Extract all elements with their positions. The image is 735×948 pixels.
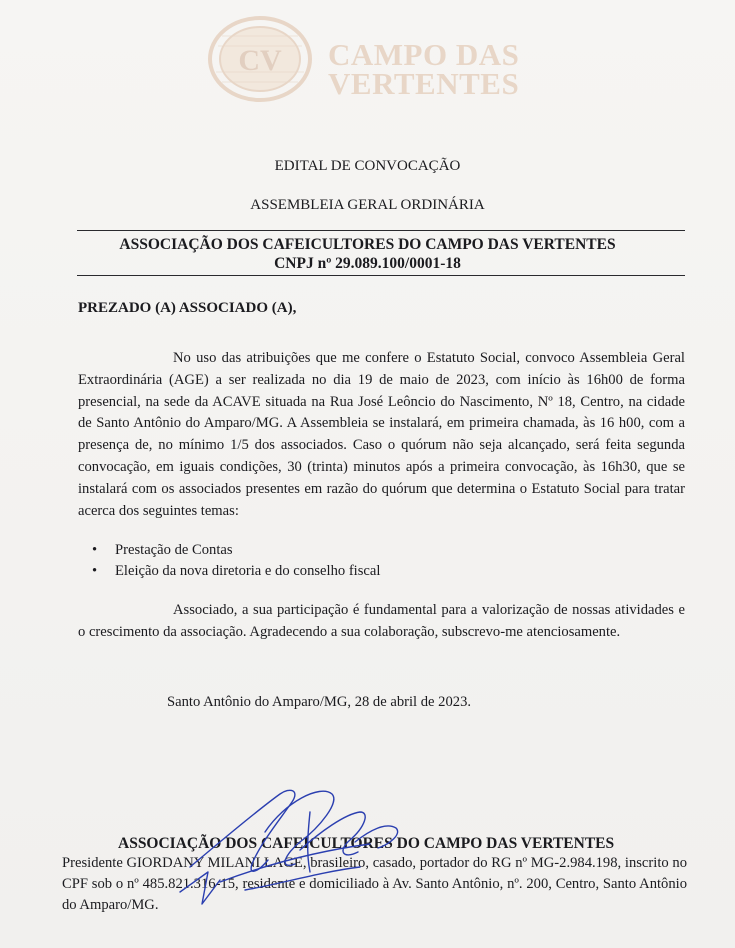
agenda-list xyxy=(92,540,380,582)
bottom-divider xyxy=(77,275,685,276)
edital-title: EDITAL DE CONVOCAÇÃO xyxy=(274,158,461,174)
salutation: PREZADO (A) ASSOCIADO (A), xyxy=(78,300,297,316)
association-name: ASSOCIAÇÃO DOS CAFEICULTORES DO CAMPO DAS VERTENTES xyxy=(119,236,616,253)
signer-details: Presidente GIORDANY MILANI LAGE, brasileiro, casado, portador do RG nº MG-2.984.198, inscrito no CPF sob o nº 485.821.316-15, residente e domiciliado à Av. Santo Antônio, nº. 200, Centro, Santo Antônio do Amparo/MG. xyxy=(62,855,687,913)
closing-paragraph: Associado, a sua participação é fundamental para a valorização de nossas atividades e o crescimento da associação. Agradecendo a sua colaboração, subscrevo-me atenciosamente. xyxy=(78,602,685,640)
convocation-paragraph: No uso das atribuições que me confere o Estatuto Social, convoco Assembleia Geral Extraordinária (AGE) a ser realizada no dia 19 de maio de 2023, com início às 16h00 de forma presencial, na sede da ACAVE situada na Rua José Leôncio do Nascimento, Nº 18, Centro, na cidade de Santo Antônio do Amparo/MG. A Assembleia se instalará, em primeira chamada, às 16 h00, com a presença de, no mínimo 1/5 dos associados. Caso o quórum não seja alcançado, será feita segunda convocação, em iguais condições, 30 (trinta) minutos após a primeira convocação, às 16h30, que se instalará com os associados presentes em razão do quórum que determina o Estatuto Social para tratar acerca dos seguintes temas: xyxy=(78,350,685,519)
association-header xyxy=(0,235,735,273)
logo-line-1: CAMPO DAS xyxy=(328,37,520,72)
agenda-item: • Eleição da nova diretoria e do conselho fiscal xyxy=(92,561,380,582)
coffee-seal-icon xyxy=(208,16,312,102)
logo-line-2: VERTENTES xyxy=(328,66,520,101)
assembly-title: ASSEMBLEIA GERAL ORDINÁRIA xyxy=(250,197,485,213)
association-logo xyxy=(208,16,528,102)
svg-text:CV: CV xyxy=(238,44,282,77)
agenda-item: • Prestação de Contas xyxy=(92,540,380,561)
cnpj-number: CNPJ nº 29.089.100/0001-18 xyxy=(274,255,461,272)
logo-wordmark xyxy=(328,37,520,101)
signature-association-name: ASSOCIAÇÃO DOS CAFEICULTORES DO CAMPO DAS VERTENTES xyxy=(118,835,615,852)
handwritten-signature xyxy=(160,772,420,922)
place-and-date: Santo Antônio do Amparo/MG, 28 de abril de 2023. xyxy=(167,694,472,710)
top-divider xyxy=(77,230,685,231)
